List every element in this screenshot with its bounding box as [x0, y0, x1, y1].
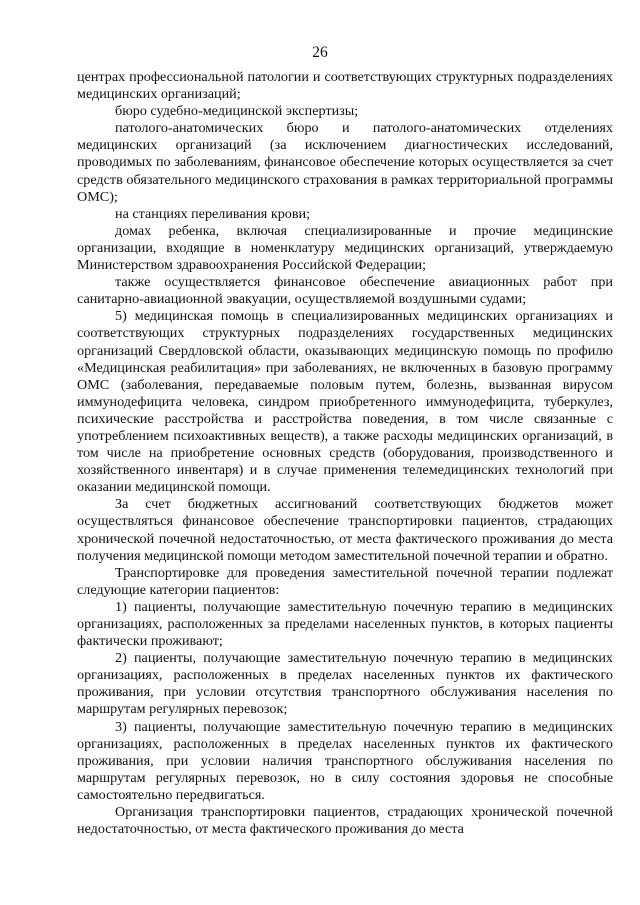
paragraph-blood-stations: на станциях переливания крови;	[115, 205, 311, 222]
paragraph-category-2: 2) пациенты, получающие заместительную почечную терапию в медицинских организациях, расположенных в пределах населенных пунктов их фактического проживания, при условии отсутствия транспортного обслуживания населения по маршрутам регулярных перевозок;	[77, 650, 613, 718]
paragraph-category-1: 1) пациенты, получающие заместительную почечную терапию в медицинских организациях, расположенных за пределами населенных пунктов, в которых пациенты фактически проживают;	[77, 598, 613, 650]
paragraph-forensic-bureau: бюро судебно-медицинской экспертизы;	[115, 103, 359, 120]
paragraph-continuation: центрах профессиональной патологии и соответствующих структурных подразделениях медицинских организаций;	[77, 69, 613, 103]
page-number: 26	[312, 44, 328, 61]
paragraph-category-3: 3) пациенты, получающие заместительную почечную терапию в медицинских организациях, расположенных в пределах населенных пунктов их фактического проживания, при условии наличия транспортного обслуживания населения по маршрутам регулярных перевозок, но в силу состояния здоровья не способные самостоятельно передвигаться.	[77, 718, 613, 803]
paragraph-childrens-homes: домах ребенка, включая специализированные и прочие медицинские организации, входящие в номенклатуру медицинских организаций, утверждаемую Министерством здравоохранения Российской Федерации;	[77, 222, 613, 274]
paragraph-transport-organization: Организация транспортировки пациентов, страдающих хронической почечной недостаточностью, от места фактического проживания до места	[77, 804, 613, 838]
paragraph-aviation-evacuation: также осуществляется финансовое обеспечение авиационных работ при санитарно-авиационной эвакуации, осуществляемой воздушными судами;	[77, 274, 613, 308]
paragraph-budget-transport: За счет бюджетных ассигнований соответствующих бюджетов может осуществляться финансовое обеспечение транспортировки пациентов, страдающих хронической почечной недостаточностью, от места фактического проживания до места получения медицинской помощи методом заместительной почечной терапии и обратно.	[77, 496, 613, 564]
paragraph-patient-categories: Транспортировке для проведения заместительной почечной терапии подлежат следующие категории пациентов:	[77, 564, 613, 598]
paragraph-item-5-rehabilitation: 5) медицинская помощь в специализированных медицинских организациях и соответствующих структурных подразделениях государственных медицинских организаций Свердловской области, оказывающих медицинскую помощь по профилю «Медицинская реабилитация» при заболеваниях, не включенных в базовую программу ОМС (заболевания, передаваемые половым путем, болезнь, вызванная вирусом иммунодефицита человека, синдром приобретенного иммунодефицита, туберкулез, психические расстройства и расстройства поведения, в том числе связанные с употреблением психоактивных веществ), а также расходы медицинских организаций, в том числе на приобретение основных средств (оборудования, производственного и хозяйственного инвентаря) и в случае применения телемедицинских технологий при оказании медицинской помощи.	[77, 308, 613, 496]
paragraph-pathology-bureau: патолого-анатомических бюро и патолого-анатомических отделениях медицинских организаций (за исключением диагностических исследований, проводимых по заболеваниям, финансовое обеспечение которых осуществляется за счет средств обязательного медицинского страхования в рамках территориальной программы ОМС);	[77, 120, 613, 205]
document-body	[77, 69, 613, 838]
